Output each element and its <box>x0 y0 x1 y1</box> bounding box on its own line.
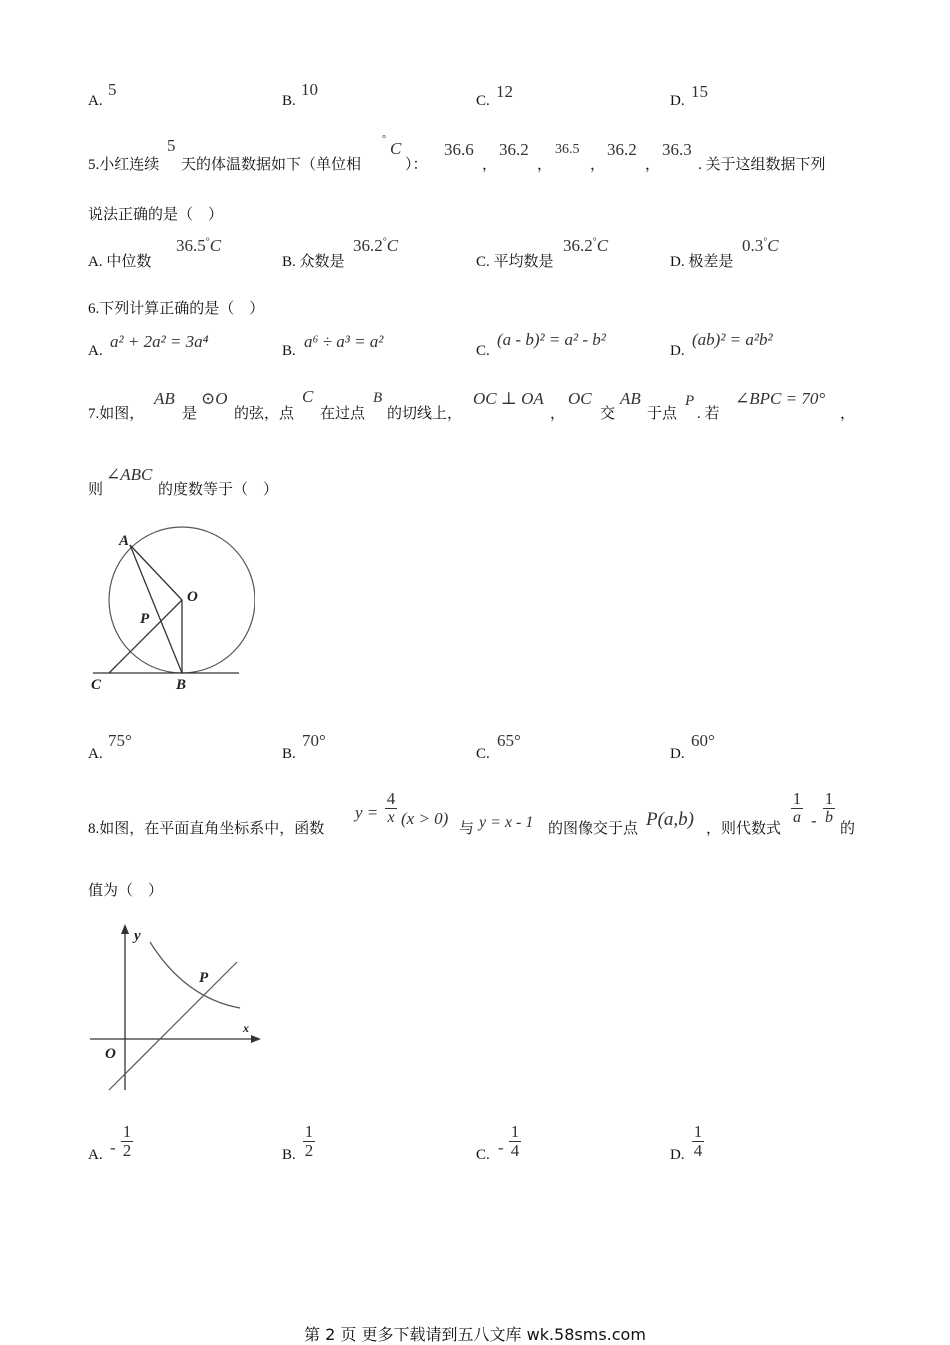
q5-line2: 说法正确的是（ ） <box>88 207 224 223</box>
q8-option-a-num: 1 <box>122 1122 132 1141</box>
q5-option-d-value: 0.3°C <box>742 236 779 255</box>
q5-text2: ）： <box>405 157 428 173</box>
q7-option-a-value: 75° <box>108 731 132 750</box>
q7-oc: OC <box>568 389 592 408</box>
q7-ab: AB <box>154 389 175 408</box>
q8-option-d-fraction <box>692 1123 704 1160</box>
q7-option-d-value: 60° <box>691 731 715 750</box>
q7-line2-pre: 则 <box>88 482 104 498</box>
q7-line2-post: 的度数等于（ ） <box>158 482 279 498</box>
q6-option-a-label: A. <box>88 343 103 359</box>
q8-option-b-fraction <box>303 1123 315 1160</box>
q8-option-d-label: D. <box>670 1147 685 1163</box>
q6-option-b-expr: a⁶ ÷ a³ = a² <box>304 332 384 351</box>
q4-option-d-label: D. <box>670 93 685 109</box>
q5-sep-4: ， <box>645 157 661 173</box>
q5-days: 5 <box>167 136 176 155</box>
q8-option-c-fraction <box>509 1123 521 1160</box>
q7-angle-bpc: ∠BPC = 70° <box>735 389 826 408</box>
label-o: O <box>105 1046 116 1062</box>
q6-option-d-expr: (ab)² = a²b² <box>692 330 773 349</box>
q6-option-c-label: C. <box>476 343 490 359</box>
q4-option-a-value: 5 <box>108 80 117 99</box>
q7-on-text: 在过点 <box>320 406 366 422</box>
q5-option-d-label: D. 极差是 <box>670 254 734 270</box>
q8-frac2-den: b <box>825 809 833 826</box>
q5-sep-3: ， <box>590 157 606 173</box>
q8-option-a-den: 2 <box>122 1141 132 1160</box>
q8-prefix: 8.如图，在平面直角坐标系中，函数 <box>88 821 325 837</box>
q8-fraction-1-over-b <box>823 790 835 827</box>
q8-option-b-num: 1 <box>304 1122 314 1141</box>
q7-angle-abc: ∠ABC <box>106 465 153 484</box>
q8-frac2-num: 1 <box>824 789 834 808</box>
q7-figure <box>85 525 255 700</box>
q7-point-c: C <box>302 387 314 406</box>
label-b: B <box>176 677 187 693</box>
q8-option-a-fraction <box>121 1123 133 1160</box>
label-p: P <box>199 970 209 986</box>
q5-temp-4: 36.2 <box>607 140 637 159</box>
q5-unit-c: C <box>390 139 402 158</box>
q8-figure <box>85 920 270 1095</box>
q5-text3: . 关于这组数据下列 <box>698 157 826 173</box>
y-axis-arrow <box>121 924 129 934</box>
q5-temp-5: 36.3 <box>662 140 692 159</box>
q8-option-b-den: 2 <box>304 1141 314 1160</box>
q5-option-a-value: 36.5°C <box>176 236 222 255</box>
q7-comma: ， <box>550 406 566 422</box>
q5-text1: 天的体温数据如下（单位相 <box>181 157 362 173</box>
q7-end-comma: ， <box>840 406 856 422</box>
hyperbola-curve <box>150 942 240 1008</box>
q7-circle-o: ⊙O <box>201 389 228 408</box>
q8-y-eq: y = <box>355 803 379 822</box>
q5-sep-2: ， <box>537 157 553 173</box>
q4-option-b-label: B. <box>282 93 296 109</box>
label-p: P <box>140 611 150 627</box>
q5-option-b-label: B. 众数是 <box>282 254 345 270</box>
q8-option-c-den: 4 <box>510 1141 520 1160</box>
q6-stem: 6.下列计算正确的是（ ） <box>88 301 265 317</box>
q5-option-c-label: C. 平均数是 <box>476 254 554 270</box>
q8-of-text: 的 <box>840 821 856 837</box>
q8-frac1-den: a <box>793 809 801 826</box>
q7-option-c-label: C. <box>476 746 490 762</box>
q8-option-a-sign: - <box>110 1138 116 1157</box>
q8-line2: 值为（ ） <box>88 883 164 899</box>
q5-temp-1: 36.6 <box>444 140 474 159</box>
q5-temp-2: 36.2 <box>499 140 529 159</box>
q5-option-a-label: A. 中位数 <box>88 254 152 270</box>
label-x: x <box>243 1021 249 1035</box>
q7-chord-text: 的弦，点 <box>234 406 295 422</box>
q8-option-c-num: 1 <box>510 1122 520 1141</box>
q8-and-text: 与 <box>459 821 475 837</box>
label-a: A <box>119 533 130 549</box>
q5-unit-deg: ° <box>382 134 386 145</box>
q5-option-b-value: 36.2°C <box>353 236 399 255</box>
q7-ab2: AB <box>620 389 641 408</box>
q7-option-b-label: B. <box>282 746 296 762</box>
q8-line-eq: y = x - 1 <box>479 814 534 831</box>
q8-fraction-4-over-x <box>385 790 397 827</box>
q8-option-d-den: 4 <box>693 1141 703 1160</box>
q7-cross-text: 交 <box>600 406 616 422</box>
q7-option-a-label: A. <box>88 746 103 762</box>
q7-option-d-label: D. <box>670 746 685 762</box>
q8-num-4: 4 <box>386 789 396 808</box>
q7-option-c-value: 65° <box>497 731 521 750</box>
q8-den-x: x <box>387 809 395 826</box>
q8-option-b-label: B. <box>282 1147 296 1163</box>
page-footer: 第 2 页 更多下载请到五八文库 wk.58sms.com <box>304 1325 646 1344</box>
q7-is: 是 <box>182 406 198 422</box>
x-axis-arrow <box>251 1035 261 1043</box>
q7-if-text: . 若 <box>697 406 720 422</box>
q5-temp-3: 36.5 <box>555 142 580 157</box>
q8-option-c-sign: - <box>498 1138 504 1157</box>
q8-expr-text: ，则代数式 <box>706 821 782 837</box>
q8-graph-text: 的图像交于点 <box>548 821 639 837</box>
q5-sep-1: ， <box>482 157 498 173</box>
q4-option-b-value: 10 <box>301 80 318 99</box>
q8-minus: - <box>811 811 817 830</box>
q7-point-b: B <box>373 390 383 406</box>
q5-option-c-value: 36.2°C <box>563 236 609 255</box>
label-y: y <box>134 928 141 944</box>
q7-perp: OC ⊥ OA <box>473 389 544 408</box>
segment-oa <box>130 545 182 600</box>
line-y-eq-x-minus-1 <box>109 962 237 1090</box>
q7-option-b-value: 70° <box>302 731 326 750</box>
q7-tangent-text: 的切线上， <box>387 406 463 422</box>
q7-point-p: P <box>685 393 695 409</box>
q8-point: P(a,b) <box>646 809 695 830</box>
q8-option-d-num: 1 <box>693 1122 703 1141</box>
label-o: O <box>187 589 198 605</box>
q8-option-a-label: A. <box>88 1147 103 1163</box>
q8-fraction-1-over-a <box>791 790 803 827</box>
q5-prefix: 5.小红连续 <box>88 157 160 173</box>
q6-option-b-label: B. <box>282 343 296 359</box>
q4-option-c-label: C. <box>476 93 490 109</box>
q7-at-text: 于点 <box>647 406 678 422</box>
q6-option-a-expr: a² + 2a² = 3a⁴ <box>110 332 209 351</box>
q4-option-c-value: 12 <box>496 82 513 101</box>
label-c: C <box>91 677 102 693</box>
q8-frac1-num: 1 <box>792 789 802 808</box>
q4-option-d-value: 15 <box>691 82 708 101</box>
q8-domain: (x > 0) <box>401 809 449 828</box>
q4-option-a-label: A. <box>88 93 103 109</box>
q7-prefix: 7.如图， <box>88 406 145 422</box>
q6-option-d-label: D. <box>670 343 685 359</box>
q6-option-c-expr: (a - b)² = a² - b² <box>497 330 606 349</box>
segment-ab <box>130 545 182 673</box>
q8-option-c-label: C. <box>476 1147 490 1163</box>
